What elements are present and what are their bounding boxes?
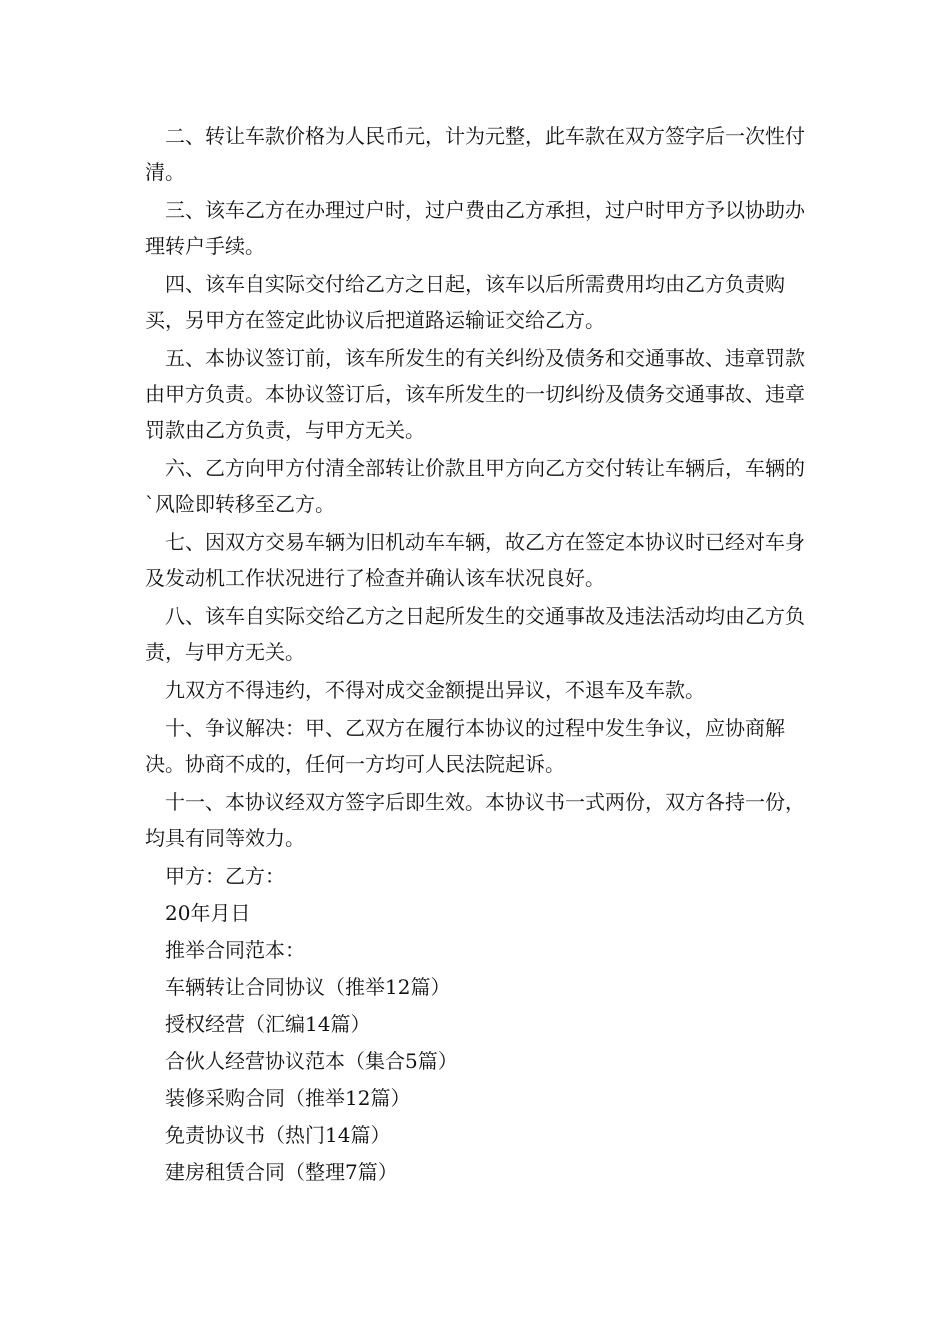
- recommended-link[interactable]: 授权经营（汇编14篇）: [165, 1012, 371, 1036]
- clause-5: 五、本协议签订前，该车所发生的有关纠纷及债务和交通事故、违章罚款由甲方负责。本协议签订后，该车所发生的一切纠纷及债务交通事故、违章罚款由乙方负责，与甲方无关。: [145, 346, 805, 442]
- clause-11: 十一、本协议经双方签字后即生效。本协议书一式两份，双方各持一份，均具有同等效力。: [145, 790, 805, 850]
- clause-2: 二、转让车款价格为人民币元，计为元整，此车款在双方签字后一次性付清。: [145, 124, 805, 184]
- recommended-link[interactable]: 免责协议书（热门14篇）: [165, 1123, 391, 1147]
- recommend-heading: 推举合同范本：: [165, 938, 305, 962]
- signature-line: 甲方：乙方：: [165, 864, 285, 888]
- date-line: 20年月日: [165, 901, 251, 925]
- recommended-link[interactable]: 建房租赁合同（整理7篇）: [165, 1160, 398, 1184]
- clause-3: 三、该车乙方在办理过户时，过户费由乙方承担，过户时甲方予以协助办理转户手续。: [145, 198, 805, 258]
- recommended-link[interactable]: 合伙人经营协议范本（集合5篇）: [165, 1049, 458, 1073]
- clause-10: 十、争议解决：甲、乙双方在履行本协议的过程中发生争议，应协商解决。协商不成的，任何一方均可人民法院起诉。: [145, 716, 785, 776]
- clause-8: 八、该车自实际交给乙方之日起所发生的交通事故及违法活动均由乙方负责，与甲方无关。: [145, 604, 805, 664]
- document-body: [145, 118, 810, 1191]
- clause-9: 九双方不得违约，不得对成交金额提出异议，不退车及车款。: [165, 678, 705, 702]
- recommended-link[interactable]: 车辆转让合同协议（推举12篇）: [165, 975, 451, 999]
- clause-4: 四、该车自实际交付给乙方之日起，该车以后所需费用均由乙方负责购买，另甲方在签定此协议后把道路运输证交给乙方。: [145, 272, 785, 332]
- clause-7: 七、因双方交易车辆为旧机动车车辆，故乙方在签定本协议时已经对车身及发动机工作状况进行了检查并确认该车状况良好。: [145, 530, 805, 590]
- recommended-link[interactable]: 装修采购合同（推举12篇）: [165, 1086, 411, 1110]
- clause-6: 六、乙方向甲方付清全部转让价款且甲方向乙方交付转让车辆后，车辆的`风险即转移至乙方。: [145, 456, 805, 516]
